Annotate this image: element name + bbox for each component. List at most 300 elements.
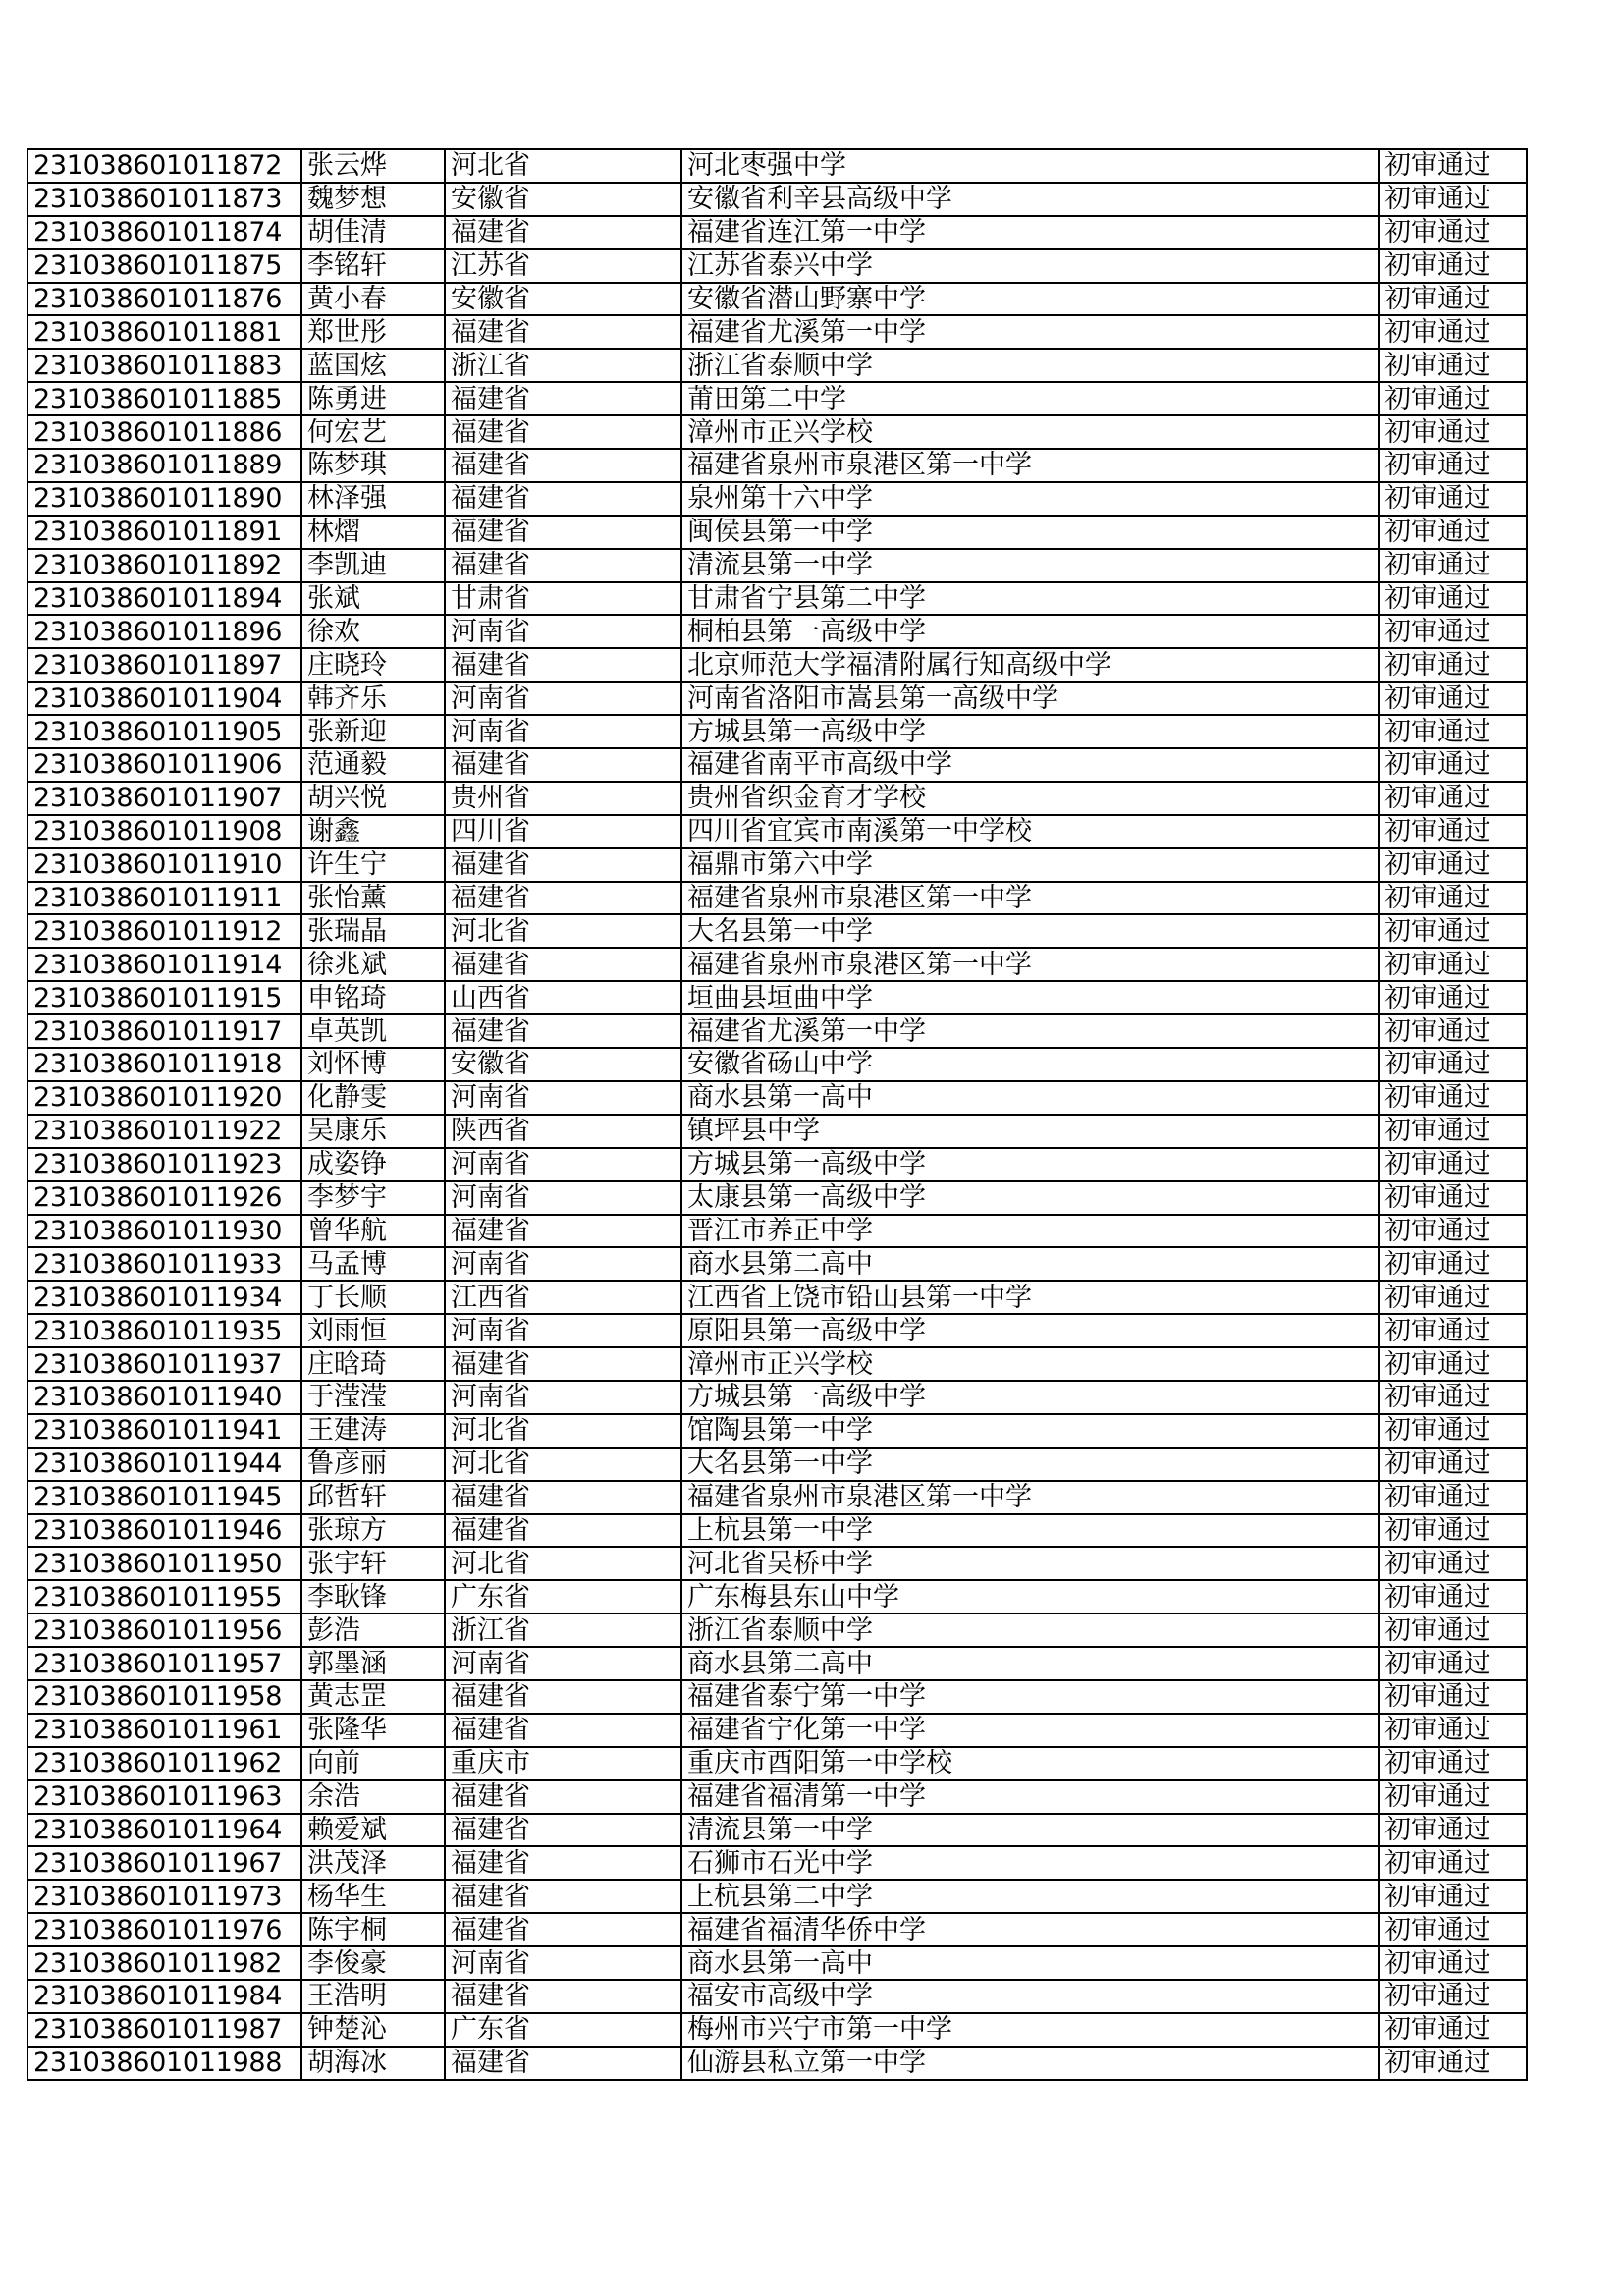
cell-province: 河南省 [445,615,681,648]
cell-province: 福建省 [445,482,681,516]
cell-student-name: 胡兴悦 [301,782,445,815]
cell-school: 江西省上饶市铅山县第一中学 [681,1281,1379,1314]
cell-review-status: 初审通过 [1379,1714,1527,1747]
cell-school: 闽侯县第一中学 [681,516,1379,549]
cell-school: 福建省连江第一中学 [681,216,1379,249]
cell-student-name: 赖爱斌 [301,1814,445,1847]
cell-review-status: 初审通过 [1379,149,1527,183]
cell-review-status: 初审通过 [1379,882,1527,915]
cell-candidate-id: 231038601011934 [27,1281,301,1314]
cell-school: 甘肃省宁县第二中学 [681,582,1379,616]
table-row [27,183,1527,216]
cell-student-name: 张怡薰 [301,882,445,915]
cell-review-status: 初审通过 [1379,948,1527,981]
table-row [27,382,1527,415]
cell-candidate-id: 231038601011958 [27,1680,301,1714]
cell-candidate-id: 231038601011897 [27,648,301,682]
cell-candidate-id: 231038601011946 [27,1514,301,1548]
cell-province: 福建省 [445,648,681,682]
cell-review-status: 初审通过 [1379,1081,1527,1115]
cell-school: 商水县第一高中 [681,1081,1379,1115]
cell-review-status: 初审通过 [1379,1347,1527,1381]
cell-candidate-id: 231038601011906 [27,748,301,782]
cell-province: 贵州省 [445,782,681,815]
cell-candidate-id: 231038601011881 [27,315,301,349]
cell-candidate-id: 231038601011984 [27,1980,301,2013]
cell-school: 商水县第二高中 [681,1647,1379,1680]
cell-student-name: 郑世彤 [301,315,445,349]
table-row [27,149,1527,183]
cell-review-status: 初审通过 [1379,1481,1527,1514]
table-row [27,1547,1527,1580]
cell-candidate-id: 231038601011894 [27,582,301,616]
cell-review-status: 初审通过 [1379,648,1527,682]
cell-province: 安徽省 [445,183,681,216]
cell-candidate-id: 231038601011987 [27,2013,301,2047]
cell-province: 河南省 [445,1946,681,1980]
table-row [27,2047,1527,2080]
cell-province: 福建省 [445,948,681,981]
cell-school: 重庆市酉阳第一中学校 [681,1747,1379,1780]
cell-review-status: 初审通过 [1379,748,1527,782]
table-row [27,1747,1527,1780]
cell-candidate-id: 231038601011911 [27,882,301,915]
cell-review-status: 初审通过 [1379,1913,1527,1946]
cell-student-name: 吴康乐 [301,1115,445,1148]
cell-province: 福建省 [445,1980,681,2013]
cell-province: 河北省 [445,1547,681,1580]
cell-candidate-id: 231038601011876 [27,283,301,316]
table-row [27,549,1527,582]
table-row [27,2013,1527,2047]
cell-candidate-id: 231038601011976 [27,1913,301,1946]
table-row [27,1481,1527,1514]
cell-province: 福建省 [445,1481,681,1514]
cell-candidate-id: 231038601011923 [27,1148,301,1181]
cell-candidate-id: 231038601011896 [27,615,301,648]
cell-school: 梅州市兴宁市第一中学 [681,2013,1379,2047]
table-row [27,1148,1527,1181]
cell-review-status: 初审通过 [1379,1880,1527,1913]
cell-province: 福建省 [445,1514,681,1548]
cell-student-name: 张斌 [301,582,445,616]
cell-student-name: 卓英凯 [301,1014,445,1048]
cell-candidate-id: 231038601011873 [27,183,301,216]
cell-candidate-id: 231038601011915 [27,981,301,1014]
cell-province: 福建省 [445,1680,681,1714]
cell-province: 福建省 [445,1780,681,1814]
table-row [27,1946,1527,1980]
table-row [27,948,1527,981]
cell-candidate-id: 231038601011961 [27,1714,301,1747]
cell-province: 广东省 [445,2013,681,2047]
cell-student-name: 韩齐乐 [301,682,445,715]
table-row [27,1880,1527,1913]
cell-student-name: 张瑞晶 [301,914,445,948]
table-row [27,1115,1527,1148]
table-row [27,682,1527,715]
cell-school: 方城县第一高级中学 [681,1381,1379,1414]
cell-school: 贵州省织金育才学校 [681,782,1379,815]
cell-candidate-id: 231038601011957 [27,1647,301,1680]
cell-province: 福建省 [445,549,681,582]
cell-review-status: 初审通过 [1379,2013,1527,2047]
cell-review-status: 初审通过 [1379,1647,1527,1680]
cell-student-name: 胡海冰 [301,2047,445,2080]
cell-candidate-id: 231038601011930 [27,1215,301,1248]
cell-review-status: 初审通过 [1379,482,1527,516]
cell-student-name: 黄志罡 [301,1680,445,1714]
cell-review-status: 初审通过 [1379,1946,1527,1980]
cell-candidate-id: 231038601011933 [27,1247,301,1281]
cell-review-status: 初审通过 [1379,981,1527,1014]
cell-student-name: 林泽强 [301,482,445,516]
cell-candidate-id: 231038601011950 [27,1547,301,1580]
cell-student-name: 洪茂泽 [301,1846,445,1880]
cell-school: 泉州第十六中学 [681,482,1379,516]
cell-province: 江苏省 [445,249,681,283]
cell-school: 方城县第一高级中学 [681,715,1379,748]
cell-province: 安徽省 [445,1048,681,1081]
cell-review-status: 初审通过 [1379,2047,1527,2080]
cell-review-status: 初审通过 [1379,415,1527,449]
cell-student-name: 李耿锋 [301,1580,445,1613]
cell-student-name: 马孟博 [301,1247,445,1281]
table-row [27,914,1527,948]
cell-student-name: 范通毅 [301,748,445,782]
cell-school: 安徽省潜山野寨中学 [681,283,1379,316]
cell-province: 福建省 [445,1714,681,1747]
cell-review-status: 初审通过 [1379,1247,1527,1281]
cell-school: 上杭县第一中学 [681,1514,1379,1548]
cell-school: 福鼎市第六中学 [681,848,1379,882]
cell-student-name: 林熠 [301,516,445,549]
cell-school: 馆陶县第一中学 [681,1414,1379,1448]
table-row [27,1780,1527,1814]
cell-school: 福建省福清第一中学 [681,1780,1379,1814]
table-row [27,1347,1527,1381]
table-row [27,1613,1527,1647]
table-row [27,415,1527,449]
cell-province: 福建省 [445,1880,681,1913]
cell-candidate-id: 231038601011926 [27,1181,301,1215]
cell-province: 浙江省 [445,1613,681,1647]
cell-review-status: 初审通过 [1379,283,1527,316]
cell-review-status: 初审通过 [1379,1780,1527,1814]
cell-review-status: 初审通过 [1379,449,1527,482]
cell-student-name: 王建涛 [301,1414,445,1448]
cell-province: 河南省 [445,682,681,715]
cell-review-status: 初审通过 [1379,1747,1527,1780]
cell-school: 漳州市正兴学校 [681,1347,1379,1381]
cell-student-name: 钟楚沁 [301,2013,445,2047]
cell-student-name: 王浩明 [301,1980,445,2013]
cell-review-status: 初审通过 [1379,582,1527,616]
cell-province: 安徽省 [445,283,681,316]
cell-candidate-id: 231038601011886 [27,415,301,449]
cell-province: 福建省 [445,1814,681,1847]
cell-review-status: 初审通过 [1379,249,1527,283]
cell-review-status: 初审通过 [1379,1181,1527,1215]
cell-student-name: 谢鑫 [301,815,445,848]
cell-student-name: 庄晗琦 [301,1347,445,1381]
table-row [27,782,1527,815]
cell-province: 山西省 [445,981,681,1014]
cell-province: 河南省 [445,1247,681,1281]
table-row [27,882,1527,915]
table-row [27,283,1527,316]
table-row [27,1680,1527,1714]
cell-province: 河南省 [445,1081,681,1115]
cell-province: 河南省 [445,1148,681,1181]
cell-candidate-id: 231038601011922 [27,1115,301,1148]
table-row [27,815,1527,848]
cell-student-name: 刘雨恒 [301,1314,445,1347]
cell-candidate-id: 231038601011917 [27,1014,301,1048]
cell-candidate-id: 231038601011920 [27,1081,301,1115]
cell-province: 福建省 [445,882,681,915]
cell-candidate-id: 231038601011944 [27,1448,301,1481]
cell-school: 广东梅县东山中学 [681,1580,1379,1613]
table-row [27,715,1527,748]
table-row [27,1181,1527,1215]
cell-province: 福建省 [445,1347,681,1381]
cell-student-name: 胡佳清 [301,216,445,249]
cell-candidate-id: 231038601011905 [27,715,301,748]
table-row [27,1514,1527,1548]
cell-review-status: 初审通过 [1379,382,1527,415]
table-row [27,1913,1527,1946]
cell-review-status: 初审通过 [1379,516,1527,549]
cell-student-name: 何宏艺 [301,415,445,449]
cell-student-name: 邱哲轩 [301,1481,445,1514]
cell-school: 仙游县私立第一中学 [681,2047,1379,2080]
cell-school: 漳州市正兴学校 [681,415,1379,449]
cell-review-status: 初审通过 [1379,914,1527,948]
cell-school: 四川省宜宾市南溪第一中学校 [681,815,1379,848]
cell-review-status: 初审通过 [1379,216,1527,249]
cell-school: 大名县第一中学 [681,1448,1379,1481]
table-row [27,249,1527,283]
cell-review-status: 初审通过 [1379,1314,1527,1347]
cell-candidate-id: 231038601011964 [27,1814,301,1847]
cell-student-name: 陈宇桐 [301,1913,445,1946]
cell-candidate-id: 231038601011907 [27,782,301,815]
cell-school: 莆田第二中学 [681,382,1379,415]
cell-province: 河北省 [445,1414,681,1448]
cell-province: 福建省 [445,382,681,415]
table-row [27,848,1527,882]
table-row [27,1846,1527,1880]
cell-candidate-id: 231038601011912 [27,914,301,948]
cell-student-name: 刘怀博 [301,1048,445,1081]
cell-review-status: 初审通过 [1379,349,1527,382]
cell-candidate-id: 231038601011988 [27,2047,301,2080]
cell-province: 福建省 [445,1014,681,1048]
cell-province: 河南省 [445,1381,681,1414]
cell-school: 福建省泉州市泉港区第一中学 [681,1481,1379,1514]
cell-candidate-id: 231038601011914 [27,948,301,981]
cell-student-name: 化静雯 [301,1081,445,1115]
results-table-body [27,149,1527,2080]
cell-school: 方城县第一高级中学 [681,1148,1379,1181]
table-row [27,1580,1527,1613]
cell-school: 浙江省泰顺中学 [681,349,1379,382]
cell-school: 福建省泰宁第一中学 [681,1680,1379,1714]
cell-candidate-id: 231038601011973 [27,1880,301,1913]
cell-province: 福建省 [445,315,681,349]
cell-school: 安徽省利辛县高级中学 [681,183,1379,216]
cell-candidate-id: 231038601011967 [27,1846,301,1880]
cell-candidate-id: 231038601011874 [27,216,301,249]
cell-province: 福建省 [445,216,681,249]
cell-candidate-id: 231038601011945 [27,1481,301,1514]
cell-student-name: 李铭轩 [301,249,445,283]
table-row [27,981,1527,1014]
cell-province: 浙江省 [445,349,681,382]
cell-review-status: 初审通过 [1379,1148,1527,1181]
cell-province: 福建省 [445,848,681,882]
cell-student-name: 张琼方 [301,1514,445,1548]
table-row [27,1281,1527,1314]
cell-province: 河南省 [445,715,681,748]
table-row [27,1647,1527,1680]
table-row [27,1714,1527,1747]
cell-school: 福建省南平市高级中学 [681,748,1379,782]
cell-review-status: 初审通过 [1379,1448,1527,1481]
table-row [27,482,1527,516]
cell-review-status: 初审通过 [1379,1048,1527,1081]
cell-review-status: 初审通过 [1379,848,1527,882]
cell-candidate-id: 231038601011955 [27,1580,301,1613]
cell-candidate-id: 231038601011890 [27,482,301,516]
cell-review-status: 初审通过 [1379,1547,1527,1580]
cell-review-status: 初审通过 [1379,1580,1527,1613]
cell-province: 甘肃省 [445,582,681,616]
cell-school: 大名县第一中学 [681,914,1379,948]
cell-student-name: 魏梦想 [301,183,445,216]
cell-review-status: 初审通过 [1379,715,1527,748]
table-row [27,615,1527,648]
cell-review-status: 初审通过 [1379,1381,1527,1414]
cell-student-name: 张云烨 [301,149,445,183]
cell-student-name: 彭浩 [301,1613,445,1647]
cell-student-name: 成姿铮 [301,1148,445,1181]
cell-review-status: 初审通过 [1379,315,1527,349]
cell-candidate-id: 231038601011982 [27,1946,301,1980]
cell-student-name: 丁长顺 [301,1281,445,1314]
cell-review-status: 初审通过 [1379,1980,1527,2013]
cell-province: 河南省 [445,1314,681,1347]
cell-student-name: 张隆华 [301,1714,445,1747]
cell-student-name: 徐欢 [301,615,445,648]
cell-school: 福建省泉州市泉港区第一中学 [681,449,1379,482]
results-table [27,148,1528,2081]
cell-candidate-id: 231038601011889 [27,449,301,482]
cell-school: 商水县第二高中 [681,1247,1379,1281]
cell-candidate-id: 231038601011918 [27,1048,301,1081]
cell-review-status: 初审通过 [1379,1814,1527,1847]
cell-review-status: 初审通过 [1379,615,1527,648]
cell-province: 福建省 [445,516,681,549]
cell-province: 福建省 [445,449,681,482]
table-row [27,216,1527,249]
cell-review-status: 初审通过 [1379,183,1527,216]
cell-school: 垣曲县垣曲中学 [681,981,1379,1014]
cell-review-status: 初审通过 [1379,549,1527,582]
cell-province: 河南省 [445,1181,681,1215]
cell-candidate-id: 231038601011941 [27,1414,301,1448]
cell-review-status: 初审通过 [1379,1514,1527,1548]
cell-province: 陕西省 [445,1115,681,1148]
cell-school: 清流县第一中学 [681,1814,1379,1847]
table-row [27,1081,1527,1115]
cell-school: 福建省尤溪第一中学 [681,315,1379,349]
cell-province: 福建省 [445,1913,681,1946]
cell-student-name: 李梦宇 [301,1181,445,1215]
cell-student-name: 陈勇进 [301,382,445,415]
table-row [27,1414,1527,1448]
cell-province: 福建省 [445,2047,681,2080]
cell-review-status: 初审通过 [1379,1613,1527,1647]
cell-candidate-id: 231038601011935 [27,1314,301,1347]
cell-school: 福建省泉州市泉港区第一中学 [681,882,1379,915]
cell-school: 福建省宁化第一中学 [681,1714,1379,1747]
table-row [27,449,1527,482]
cell-candidate-id: 231038601011904 [27,682,301,715]
cell-candidate-id: 231038601011875 [27,249,301,283]
cell-candidate-id: 231038601011910 [27,848,301,882]
cell-candidate-id: 231038601011872 [27,149,301,183]
cell-student-name: 徐兆斌 [301,948,445,981]
cell-review-status: 初审通过 [1379,815,1527,848]
cell-school: 福安市高级中学 [681,1980,1379,2013]
cell-review-status: 初审通过 [1379,682,1527,715]
cell-province: 河北省 [445,914,681,948]
cell-school: 清流县第一中学 [681,549,1379,582]
cell-candidate-id: 231038601011883 [27,349,301,382]
cell-candidate-id: 231038601011956 [27,1613,301,1647]
cell-review-status: 初审通过 [1379,1414,1527,1448]
cell-candidate-id: 231038601011892 [27,549,301,582]
cell-student-name: 张宇轩 [301,1547,445,1580]
cell-student-name: 李俊豪 [301,1946,445,1980]
cell-candidate-id: 231038601011908 [27,815,301,848]
cell-candidate-id: 231038601011940 [27,1381,301,1414]
cell-school: 福建省尤溪第一中学 [681,1014,1379,1048]
cell-school: 石狮市石光中学 [681,1846,1379,1880]
table-row [27,1215,1527,1248]
cell-student-name: 陈梦琪 [301,449,445,482]
table-row [27,1048,1527,1081]
cell-student-name: 李凯迪 [301,549,445,582]
cell-school: 太康县第一高级中学 [681,1181,1379,1215]
table-row [27,315,1527,349]
cell-student-name: 张新迎 [301,715,445,748]
cell-student-name: 向前 [301,1747,445,1780]
cell-province: 河南省 [445,1647,681,1680]
cell-review-status: 初审通过 [1379,1846,1527,1880]
table-row [27,648,1527,682]
table-row [27,1814,1527,1847]
table-row [27,748,1527,782]
cell-student-name: 庄晓玲 [301,648,445,682]
cell-student-name: 蓝国炫 [301,349,445,382]
cell-candidate-id: 231038601011962 [27,1747,301,1780]
cell-review-status: 初审通过 [1379,1014,1527,1048]
cell-review-status: 初审通过 [1379,1215,1527,1248]
cell-school: 福建省福清华侨中学 [681,1913,1379,1946]
